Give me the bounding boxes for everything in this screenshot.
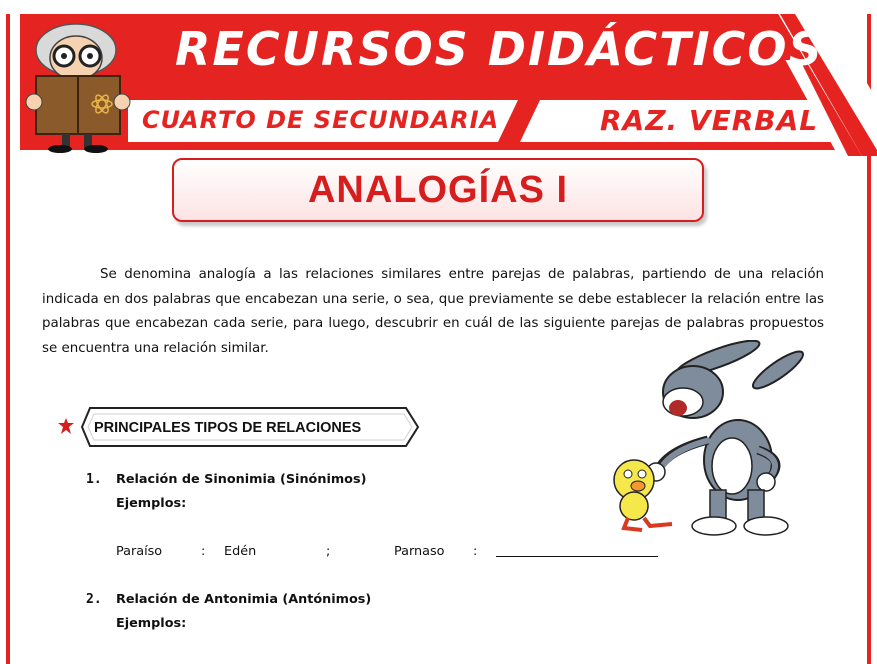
example-word: Paraíso — [116, 544, 163, 559]
header-grade: CUARTO DE SECUNDARIA — [142, 106, 500, 134]
examples-label: Ejemplos: — [116, 496, 187, 511]
document-title-box — [172, 158, 704, 222]
example-separator: ; — [326, 544, 331, 559]
example-separator: : — [473, 544, 478, 559]
item-title: Relación de Sinonimia (Sinónimos) — [116, 472, 367, 487]
header-subject: RAZ. VERBAL — [600, 104, 819, 137]
star-bullet-icon — [58, 418, 74, 434]
example-separator: : — [201, 544, 206, 559]
answer-blank-line — [496, 556, 658, 557]
bugs-bunny-and-tweety-cartoon-icon — [598, 340, 813, 540]
item-number: 2. — [86, 592, 102, 607]
example-word: Parnaso — [394, 544, 445, 559]
section-heading: PRINCIPALES TIPOS DE RELACIONES — [94, 420, 362, 436]
intro-paragraph: Se denomina analogía a las relaciones similares entre parejas de palabras, partiendo de una relación indicada en dos palabras que encabezan una serie, o sea, que previamente se debe establecer la relación entre las palabras que encabezan cada serie, para luego, descubrir en cuál de las siguiente parejas de palabras propuestos se encuentra una relación similar. — [42, 267, 824, 356]
professor-reading-book-icon — [14, 18, 144, 153]
item-number: 1. — [86, 472, 102, 487]
examples-label: Ejemplos: — [116, 616, 187, 631]
document-title: ANALOGÍAS I — [307, 168, 569, 211]
item-title: Relación de Antonimia (Antónimos) — [116, 592, 372, 607]
header-title: RECURSOS DIDÁCTICOS — [175, 22, 824, 76]
example-word: Edén — [224, 544, 257, 559]
